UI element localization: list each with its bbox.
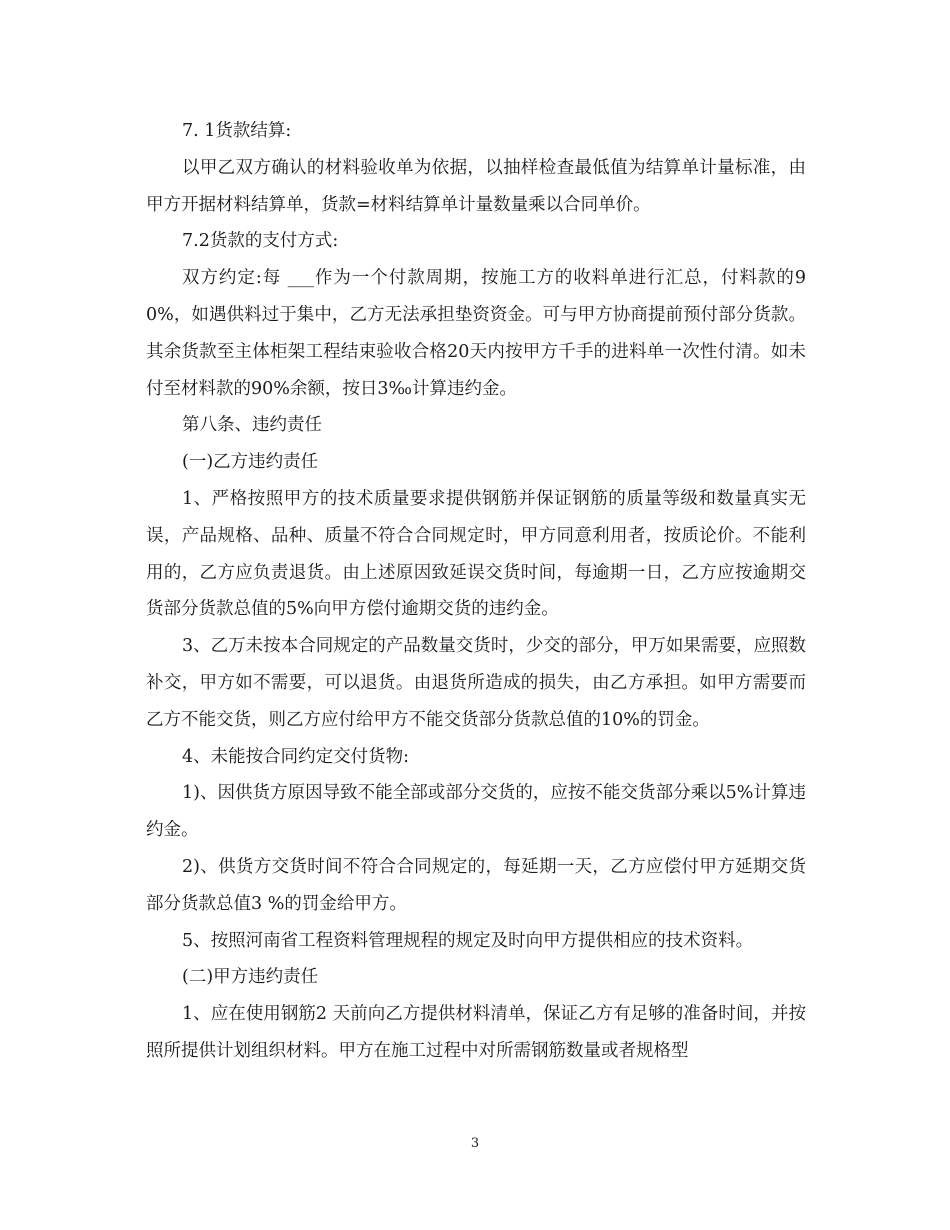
paragraph-b-clause-4-1: 1)、因供货方原因导致不能全部或部分交货的，应按不能交货部分乘以5%计算违约金。	[146, 783, 806, 841]
paragraph-payment-terms: 双方约定:每 ___作为一个付款周期，按施工方的收料单进行汇总，付料款的90%，如遇供料过于集中，乙方无法承担垫资资金。可与甲方协商提前预付部分货款。其余货款至主体柜架工程结束验收合格20天内按甲方千手的进料单一次性付清。如未付至材料款的90%余额，按日3‰计算违约金。	[146, 268, 806, 399]
paragraph-b-clause-4: 4、未能按合同约定交付货物:	[182, 746, 410, 767]
paragraph-party-b-liability-heading: (一)乙方违约责任	[182, 452, 319, 473]
paragraph-b-clause-3: 3、乙万未按本合同规定的产品数量交货时，少交的部分，甲万如果需要，应照数补交，甲方如不需要，可以退货。由退货所造成的损失，由乙方承担。如甲方需要而乙方不能交货，则乙方应付给甲方不能交货部分货款总值的10%的罚金。	[146, 636, 806, 730]
page-number: 3	[470, 1136, 480, 1151]
paragraph-settlement-basis: 以甲乙双方确认的材料验收单为依据，以抽样检查最低值为结算单计量标准，由甲方开据材料结算单，货款=材料结算单计量数量乘以合同单价。	[146, 157, 806, 215]
paragraph-7-1-heading: 7. 1货款结算:	[182, 121, 292, 141]
document-body	[146, 113, 806, 1070]
paragraph-b-clause-1: 1、严格按照甲方的技术质量要求提供钢筋并保证钢筋的质量等级和数量真实无误，产品规格、品种、质量不符合合同规定时，甲方同意利用者，按质论价。不能利用的，乙方应负责退货。由上述原因致延误交货时间，每逾期一日，乙方应按逾期交货部分货款总值的5%向甲方偿付逾期交货的违约金。	[146, 488, 806, 620]
paragraph-a-clause-1: 1、应在使用钢筋2 天前向乙方提供材料清单，保证乙方有足够的准备时间，并按照所提供计划组织材料。甲方在施工过程中对所需钢筋数量或者规格型	[146, 1004, 806, 1061]
paragraph-7-2-heading: 7.2货款的支付方式:	[182, 231, 339, 252]
paragraph-b-clause-5: 5、按照河南省工程资料管理规程的规定及时向甲方提供相应的技术资料。	[182, 930, 754, 951]
paragraph-b-clause-4-2: 2)、供货方交货时间不符合合同规定的，每延期一天，乙方应偿付甲方延期交货部分货款总值3 %的罚金给甲方。	[146, 856, 806, 914]
paragraph-party-a-liability-heading: (二)甲方违约责任	[182, 967, 319, 988]
paragraph-article-8-heading: 第八条、违约责任	[182, 415, 322, 436]
